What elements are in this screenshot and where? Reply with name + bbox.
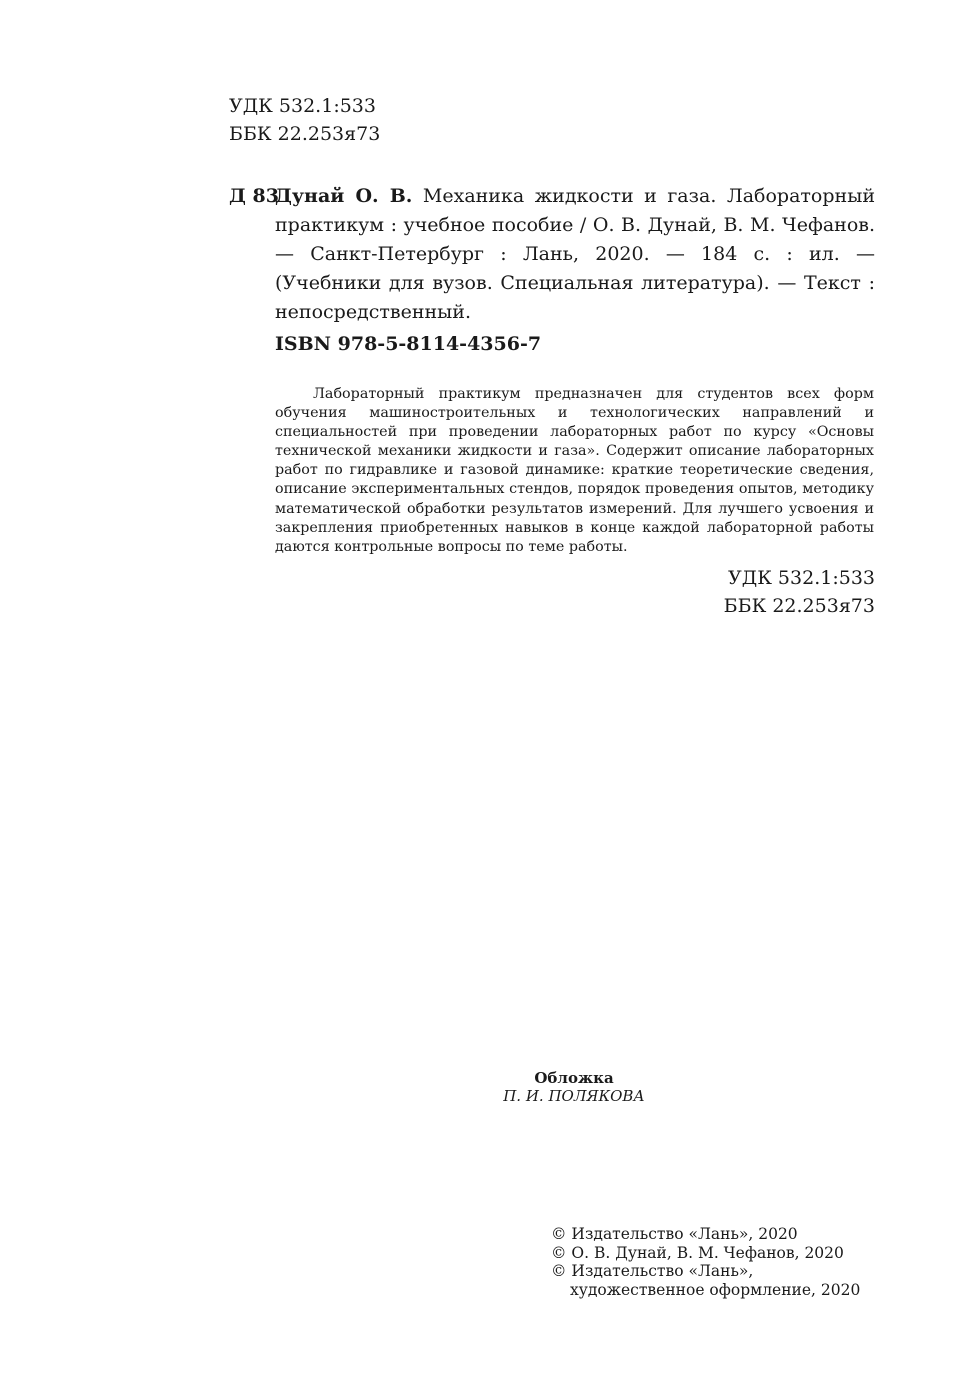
copyright-line: © Издательство «Лань», [551,1262,754,1280]
cover-label: Обложка [534,1069,614,1087]
udk-code: УДК 532.1:533 [229,95,376,117]
copyright-line: художественное оформление, 2020 [570,1280,861,1299]
cover-artist: П. И. ПОЛЯКОВА [503,1087,645,1105]
copyright-line: © О. В. Дунай, В. М. Чефанов, 2020 [551,1243,844,1262]
cover-credit [474,1069,674,1105]
udk-code: УДК 532.1:533 [728,567,875,589]
bibliographic-entry [229,182,875,327]
bbk-code: ББК 22.253я73 [229,123,381,145]
classification-top [229,92,380,148]
copyright-block [551,1225,860,1299]
isbn: ISBN 978-5-8114-4356-7 [275,333,542,355]
copyright-line: © Издательство «Лань», 2020 [551,1225,798,1243]
entry-author: Дунай О. В. [275,185,413,207]
entry-body [275,182,875,327]
author-mark: Д 83 [229,185,279,207]
bbk-code: ББК 22.253я73 [723,595,875,617]
classification-bottom [660,564,875,620]
annotation: Лабораторный практикум предназначен для студентов всех форм обучения машиностроительных и технологических направлений и специальностей при проведении лабораторных работ по курсу «Основы технической механики жидкости и газа». Содержит описание лабораторных работ по гидравлике и газовой динамике: краткие теоретические сведения, описание экспериментальных стендов, порядок проведения опытов, методику математической обработки результатов измерений. Для лучшего усвоения и закрепления приобретенных навыков в конце каждой лабораторной работы даются контрольные вопросы по теме работы. [275,386,874,555]
entry-description: Механика жидкости и газа. Лабораторный практикум : учебное пособие / О. В. Дунай, В. М. Чефанов. — Санкт-Петербург : Лань, 2020. — 184 с. : ил. — (Учебники для вузов. Специальная литература). — Текст : непосредственный. [275,185,875,323]
